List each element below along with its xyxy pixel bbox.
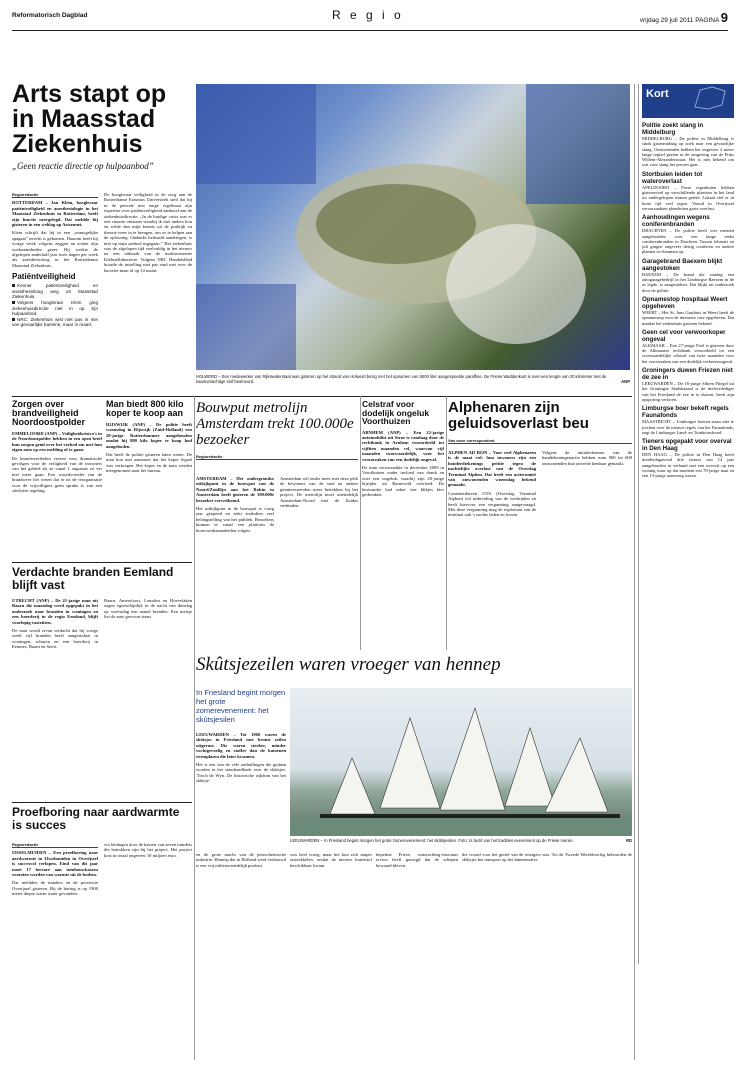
proef-lead: IJSSELMUIDEN – Een proefboring naar aardwarmte in IJsselmuiden in Overijssel is succesvol verlopen. Eind van dit jaar moet 17 hectare aan tuinbouwkassen voorzien worden van warmte uit de bodem. [12,850,98,878]
kort-item [642,214,734,254]
news-photo [196,84,630,370]
zorgen-article [12,400,102,560]
skutsje-body: Het is een van de vele onthullingen die gedaan worden in het standaardboek over de skûtsjes: 'Troch de Wyn. De historische rijkdom van het skûtsje'. [196,762,286,784]
kort-item-text: ALKMAAR – Een 27-jarige Poel is gisteren door de Alkmaarse rechtbank veroordeeld tot een voorwaardelijke celstraf van twee maanden voor het veroorzaken van een dodelijk verkeersongeval. [642,342,734,364]
skutsje-body-5: die vooral voor het gerief van de reizigers was. Tot de Tweede Wereldoorlog behoorden de skûtsjes het transport op het binnenwater. [462,852,632,863]
kort-item-title: Aanhoudingen wegens coniferenbranden [642,214,710,229]
kort-item-title: Opnamestop hospitaal Weert opgeheven [642,295,728,310]
main-col-2 [104,192,192,392]
eemland-lead: UTRECHT (ANP) – De 21-jarige man uit Baarn die maandag werd opgepakt in het onderzoek naar branden in woningen en een boerderij in de regio Eemland, blijft voorlopig vastzitten. [12,598,98,625]
kort-item-title: Stortbuien leiden tot wateroverlast [642,170,703,185]
zorgen-headline: Zorgen over brandveiligheid Noordoostpolder [12,400,85,427]
bouwput-col-1 [196,476,274,646]
main-bullet-2: Volgens hoogleraar Klein ging ziekenhuisdirectie niet in op zijn hulpaanbod. [12,300,98,317]
skutsje-photo [290,688,632,836]
sailboats-illustration [290,688,632,836]
main-col-1 [12,192,98,392]
rule-v-2 [446,396,447,650]
skutsje-intro-text: In Friesland begint morgen het grote zomerevenement: het skûtsjesilen [196,688,286,724]
bouwput-lead: AMSTERDAM – Het ondergrondse uitkijkpunt in de bouwput van de Noord/Zuidlijn aan het Rokin in Amsterdam heeft gisteren de 100.000e bezoeker verwelkomd. [196,476,274,503]
celstraf-headline: Celstraf voor dodelijk ongeluk Voorthuizen [362,400,430,426]
skutsje-headline-block [196,654,632,684]
kort-item [642,171,734,211]
kort-item-text: WEERT – Het St. Jans Gasthuis in Weert heeft de opnamestop voor de intensive care opgeheven. Dat maakte het ziekenhuis gisteren bekend. [642,309,734,326]
eemland-headline: Verdachte branden Eemland blijft vast [12,566,174,592]
kort-item [642,296,734,326]
eemland-body-2: Baarn, Amersfoort, Leusden en Hoevelaken zagen ogenschijnlijk in de nacht van dinsdag op woensdag een aantal branden. Een meisje liet de auto gewoon staan. [104,598,192,620]
skutsje-caption-text: LEEUWARDEN – In Friesland begint morgen het grote zomerevenement: het skûtsjesilen. Foto: Is bezit van het tradities evenement op de Friese meren. [290,838,574,843]
kort-item [642,122,734,168]
main-subhead: „Geen reactie directie op hulpaanbod” [12,161,154,171]
kort-item [642,258,734,293]
kort-item-title: Groningers duwen Friezen niet de zee in [642,367,733,382]
photo-caption-text: HOLWERD – Een medewerker van Rijkswaterstaat was gisteren op het strand van Holwerd bezig met het opruimen van 5000 liter aangespoelde paraffine. De Friese Waddenkust is over een lengte van 20 kilometer met de kaarsvetachtige stof besmeurd. [196,374,607,384]
bouwput-rubric: Regioredactie [196,454,358,460]
skutsje-col-5 [462,852,632,1062]
section-name: R e g i o [332,8,404,22]
kort-item [642,438,734,478]
main-headline: Arts stapt op in Maasstad Ziekenhuis [12,82,167,158]
netherlands-map-icon [690,85,730,111]
kort-sidebar [638,84,734,964]
main-bullet-1: Kenner patiëntveiligheid en anesthesioloog weg uit Maasstad Ziekenhuis. [12,283,98,300]
kort-item-text: DEN HAAG – De politie in Den Haag heeft donderdagavond drie tieners van 14 jaar aangehouden in verband met een overval op een woning waar op dat moment een 70-jarige man en een 13-jarige aanwezig waren. [642,452,734,479]
main-rubric: Regioredactie [12,192,98,198]
bouwput-headline: Bouwput metrolijn Amsterdam trekt 100.000e bezoeker [196,400,354,448]
skutsje-col-2 [196,852,286,1062]
alphen-col-2 [542,450,632,650]
skutsje-headline: Skûtsjezeilen waren vroeger van hennep [196,654,501,675]
proef-body-2: via leidingen door de kassen van zeven tuinders die betrokken zijn bij het project. Het project kost in totaal ongeveer 10 miljoen euro. [104,842,192,858]
kort-item-text: LEEUWARDEN – De 16-jarige Sibren Fliegel uit het Groningse Stadskanaal is de titelverdediger van het Friesland de zee in te duwen, heeft zijn opsporing verloren. [642,381,734,402]
kort-item [642,329,734,364]
skutsje-caption [290,838,632,843]
bouwput-body: Het uitkijkpunt in de bouwput is vorig jaar geopend en trekt sindsdien veel belangstelling van het publiek. Bezoekers kunnen er vanaf een platform de bouwwerkzaamheden volgen. [196,506,274,533]
proef-rubric: Regioredactie [12,842,98,848]
koper-body: Dat heeft de politie gisteren laten weten. De man kon niet aantonen dat het koper legaal was verkregen. Het koper en de man werden meegenomen naar het bureau. [106,452,192,474]
alphen-lead: ALPHEN AD RIJN – Voor veel Alphenaren is de maat vol: hun inwoners zijn een honderdtekenings petitie tegen de nachtelijke overlast van de Overslag Terminal Alphen. Dat heeft een actiecomité van omwonenden woensdag bekend gemaakt. [448,450,536,488]
kort-item-text: MIDDELBURG – De politie in Middelburg is sinds gistermiddag op zoek naar een gevaarlijke slang. Omwonenden hebben het ongeveer 2 meter lange reptiel gezien in de omgeving van de Prins Willem-Alexanderstraat. Het is niet bekend om wat voor slang het precies gaat. [642,136,734,168]
kort-items [642,122,734,479]
eemland-col-2 [104,598,192,798]
koper-lead: RIJSWIJK (ANP) – De politie heeft woensdag in Rijswijk (Zuid-Holland) een 28-jarige Rotterdammer aangehouden omdat hij 800 kilo koper te koop had aangeboden. [106,422,192,449]
skutsje-col-3 [290,852,372,1062]
proef-article [12,806,192,846]
skutsje-credit: RD [625,838,632,843]
main-lead: ROTTERDAM – Jan Klein, hoogleraar patiëntveiligheid en anesthesiologie in het Maasstad Ziekenhuis in Rotterdam, heeft zijn functie neergelegd. Dat meldde hij gisteren in een weblog op Artsennet. [12,200,98,228]
date-text: vrijdag 29 juli 2011 PAGINA [639,17,719,24]
kort-item-title: Tieners opgepakt voor overval in Den Haag [642,438,732,453]
skutsje-body-3: was heel vroeg, maar het kon zich amper ontwikkelen, omdat de nieuwe kunststof beschikbaar kwam. [290,852,372,868]
kort-item-title: Limburgse boer bekeft regels Faunafonds [642,405,729,420]
photo-illustration [196,84,630,370]
main-box-title: Patiëntveiligheid [12,272,76,282]
main-body-2: De hoogleraar veiligheid in de zorg aan de Rotterdamse Erasmus Universiteit stelt dat hij in de periode met enige regelmaat zijn expertise over patiëntveiligheid aanbood aan de ziekenhuisdirectie. „In de huidige crisis was er een situatie ontstaan waarbij ik niet anders kon en wilde dan mijn kennis uit de praktijk en theorie weer in te brengen, om zo te helpen aan de oplossing. Ondanks herhaald aandringen, is niet op mijn aanbod ingegaan.” Het ziekenhuis was de afgelopen tijd veelvuldig in het nieuws na een uitbraak van de multiresistente Klebsiellabacterie. Volgens NRC Handelsblad hoorde de instelling niet pas eind mei over de bacterie maar al op 14 maart. [104,192,192,273]
proef-col-1 [12,842,98,1060]
skutsje-body-2: en de grote macht van de petrochemische industrie. Hennep dat in Holland werd verbouwd is een vrij milieuvriendelijk product. [196,852,286,868]
rule-v-4 [634,84,635,1060]
zorgen-lead: EMMELOORD (ANP) – Veiligheidsrisico's in de Noordoostpolder hebben in een open brief hun zorgen geuit over het verbod om met hun eigen auto op een melding af te gaan. [12,431,102,453]
eemland-col-1 [12,598,98,798]
koper-article [106,400,192,560]
eemland-body: De man wordt ervan verdacht dat hij vorige week vijf branden heeft aangestoken in woningen, schuren en een boerderij in Eemnes, Baarn en Soest. [12,628,98,650]
proef-col-2 [104,842,192,1060]
bouwput-body-2: Amsterdam wil onder meer met deze plek de bewoners van de stad en andere geïnteresseerden meer betrekken bij het project. De metrolijn moet uiteindelijk Amsterdam-Noord met de Zuidas verbinden. [280,476,358,509]
page-number: 9 [720,10,728,25]
rule-v-3 [360,396,361,650]
rule-row-2 [12,562,192,563]
skutsje-lead: LEEUWARDEN – Tot 1960 waren de skûtsjes in Friesland met bruine zeilen uitgerust. Die waren sterker, minder vochtgevoelig en stoffer dan de katoenen exemplaren die later kwamen. [196,732,286,759]
page-date [640,10,728,25]
celstraf-lead: ARNHEM (ANP) – Een 22-jarige automobilist uit Stroe is vandaag door de rechtbank in Arnhem veroordeeld tot vijftien maanden cel, waarvan vijf maanden voorwaardelijk, voor het veroorzaken van een dodelijk ongeval. [362,429,444,462]
rule-row-1 [12,396,632,397]
paper-name: Reformatorisch Dagblad [12,12,88,19]
kort-item-title: Geen cel voor verwoorkoper ongeval [642,328,726,343]
skutsje-col-4 [376,852,458,1062]
alphen-rubric: Van onze correspondent [448,438,632,444]
kort-item [642,367,734,402]
celstraf-article [362,400,444,650]
rule-row-3 [12,802,192,803]
proef-headline: Proefboring naar aardwarmte is succes [12,806,180,832]
celstraf-body: De man veroorzaakte in december 2009 in Voorthuizen onder invloed van drank en wiet een ongeluk, waarbij zijn 20-jarige bijrijder uit Barneveld overleed. De bestuurder had zeker vier blikjes bier gedronken. [362,464,444,497]
alphen-body: Containerhaven OTA (Overslag Terminal Alphen) wil uitbreiding van de werktijden en heeft hiervoor een vergunning aangevraagd. Met deze vergunning mag de exploitant van de terminal ook 's nachts laden en lossen. [448,490,536,518]
kort-label [642,84,734,118]
page-header [12,8,728,31]
kort-item-text: APELDOORN – Forse regenbuien hebben gisteravond op verschillende plaatsen in het land tot ondergelopen straten geleid. Lokaal viel er in korte tijd veel regen. Vooral in Overijssel veroorzaakten plensbuien grote overlast. [642,184,734,211]
alphen-col-1 [448,450,536,650]
kort-item [642,405,734,435]
kort-item-text: BAEXEM – De brand die zondag een autogaragebedrijf in het Limburgse Baexem in de as legde, is aangestoken. Dat blijkt uit onderzoek door de politie. [642,271,734,293]
kort-item-title: Politie zoekt slang in Middelburg [642,122,704,136]
alphen-body-2: Volgens de initiatiefnemer van de handtekeningenactie hebben ruim 900 tot 600 omwonenden hun onvrede kenbaar gemaakt. [542,450,632,466]
rule-v-1 [194,396,195,1060]
skutsje-col-1 [196,732,286,832]
proef-body: Dat meldden de tuinders en de provincie Overijssel gisteren. Bij de boring is op 1900 meter diepte warm water gevonden. [12,880,98,897]
alphen-headline: Alphenaren zijn geluidsoverlast beu [448,400,589,432]
zorgen-body: De brandweerlieden vrezen voor dramatische gevolgen voor de veiligheid van de inwoners van het gebied als ze vanaf 1 augustus zo ver niet meer gaan. Een woordvoerder van de brandweer liet weten dat er na de reorganisatie voor de vrijwilligers geen sprake is van een slechtere regeling. [12,455,102,494]
bouwput-col-2 [280,476,358,646]
koper-headline: Man biedt 800 kilo koper te koop aan [106,400,184,418]
photo-credit: ANP [621,379,630,384]
kort-item-title: Garagebrand Baexem blijkt aangestoken [642,257,723,272]
photo-caption [196,374,630,384]
skutsje-intro [196,688,286,728]
main-bullet-3: NRC: Ziekenhuis wist niet pas in mei van gevaarlijke bacterie, maar in maart. [12,316,98,328]
kort-item-text: DRACHTEN – De politie heeft vier mensen aangehouden voor een lange reeks coniferenbranden in Drachten. Tussen februari en juli gingen ongeveer dertig coniferen en andere planten in vlammen op. [642,228,734,255]
main-body-1: Klein schrijft dat hij in een „onmogelijke spagaat” terecht is gekomen. Daarom heeft hij vorige week volgens zeggen na achter zijn werkzaamheden gezet. Hij werkte de afgelopen anderhalf jaar twee dagen per week als anesthesioloog in het Rotterdamse Maasstad Ziekenhuis. [12,230,98,268]
skutsje-body-4: beperkte Friese, waterrafting-structuur ervoor heeft gezorgd dat de schepen bewaard bleven. [376,852,458,868]
kort-item-text: MAASTRICHT – Limburgse boeren staan niet te juichen over de nieuwe regels van het Faunafonds, zegt de Limburgse Land- en Tuinbouwbond. [642,419,734,435]
kort-label-text: Kort [646,88,669,100]
